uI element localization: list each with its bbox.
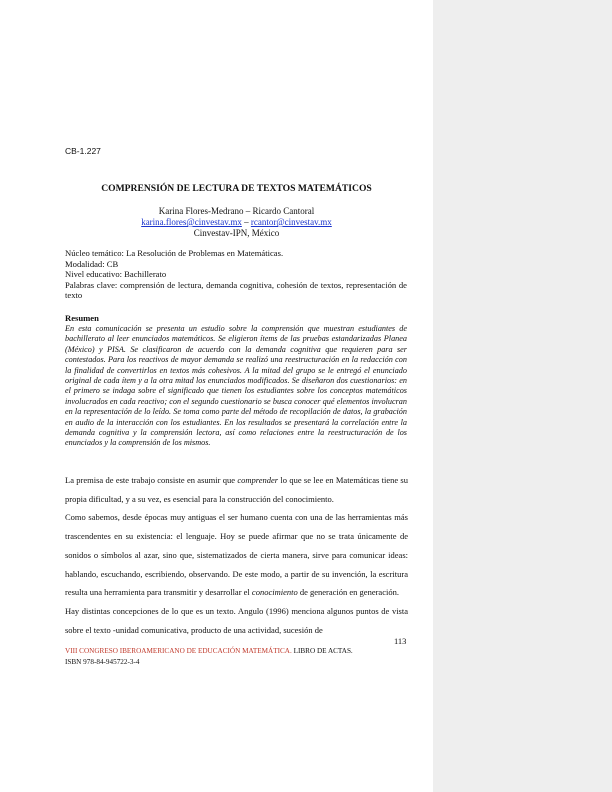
email-link-1[interactable]: karina.flores@cinvestav.mx [141, 217, 242, 227]
body-text [65, 471, 408, 639]
isbn: ISBN 978-84-945722-3-4 [65, 657, 140, 666]
abstract-heading: Resumen [65, 313, 99, 323]
author-names: Karina Flores-Medrano – Ricardo Cantoral [158, 206, 315, 216]
author-emails [65, 217, 408, 228]
comment-margin-panel [433, 0, 612, 792]
paragraph-2-text-b: de generación en generación. [297, 587, 399, 598]
page-number: 113 [394, 636, 407, 646]
paragraph-2-text-a: Como sabemos, desde épocas muy antiguas el ser humano cuenta con una de las herramientas más trascendentes en su existencia: el lenguaje. Hoy se puede afirmar que no se trata únicamente de sonidos o símbolos al azar, sino que, sistematizados de cierta manera, sirve para comunicar ideas: hablando, escuchando, escribiendo, observando. De este modo, a partir de su invención, la escritura resulta una herramienta para transmitir y desarrollar el [65, 512, 408, 598]
email-separator: – [241, 217, 251, 227]
footer [65, 646, 353, 667]
book-label: LIBRO DE ACTAS. [291, 647, 353, 655]
keywords: Palabras clave: comprensión de lectura, demanda cognitiva, cohesión de textos, representación de texto [65, 279, 407, 300]
paragraph-1 [65, 471, 408, 508]
paragraph-3: Hay distintas concepciones de lo que es un texto. Angulo (1996) menciona algunos puntos de vista sobre el texto -unidad comunicativa, producto de una actividad, sucesión de [65, 605, 408, 635]
conference-name: VIII CONGRESO IBEROAMERICANO DE EDUCACIÓN MATEMÁTICA. [65, 647, 292, 655]
paper-title: COMPRENSIÓN DE LECTURA DE TEXTOS MATEMÁTICOS [101, 183, 372, 194]
metadata-block [65, 248, 407, 301]
paragraph-2 [65, 508, 408, 602]
paragraph-1-text-b: lo que se lee en Matemáticas tiene su propia dificultad, y a su vez, es esencial para la construcción del conocimiento. [65, 475, 408, 504]
footer-line-1 [65, 646, 353, 657]
paper-code: CB-1.227 [65, 146, 101, 156]
thematic-core: Núcleo temático: La Resolución de Problemas en Matemáticas. [65, 248, 284, 258]
paragraph-1-emphasis: comprender [237, 475, 279, 485]
abstract-text: En esta comunicación se presenta un estudio sobre la comprensión que muestran estudiantes de bachillerato al leer enunciados matemáticos. Se eligieron ítems de las pruebas estandarizadas Planea (México) y PISA. Se clasificaron de acuerdo con la demanda cognitiva que requieren para ser contestados. Para los reactivos de mayor demanda se realizó una reestructuración en la redacción con la finalidad de convertirlos en textos más cohesivos. A la mitad del grupo se le entregó el enunciado original de cada ítem y a la otra mitad los enunciados modificados. Se diseñaron dos cuestionarios: en el primero se indaga sobre el significado que tienen los estudiantes sobre los conceptos matemáticos involucrados en cada reactivo; con el segundo cuestionario se busca conocer qué elementos involucran en la representación de lo leído. Se toma como parte del método de recopilación de datos, la grabación en audio de la interacción con los estudiantes. En los resultados se presentará la correlación entre la demanda cognitiva y la comprensión lectora, así como relaciones entre la reestructuración de los enunciados y la comprensión de los mismos. [65, 324, 407, 448]
email-link-2[interactable]: rcantor@cinvestav.mx [250, 217, 332, 227]
education-level: Nivel educativo: Bachillerato [65, 269, 167, 279]
paragraph-1-text-a: La premisa de este trabajo consiste en asumir que [65, 475, 238, 485]
paragraph-2-emphasis: conocimiento [251, 587, 298, 598]
author-institution: Cinvestav-IPN, México [193, 228, 280, 238]
author-block [65, 206, 408, 239]
modality: Modalidad: CB [65, 258, 119, 269]
